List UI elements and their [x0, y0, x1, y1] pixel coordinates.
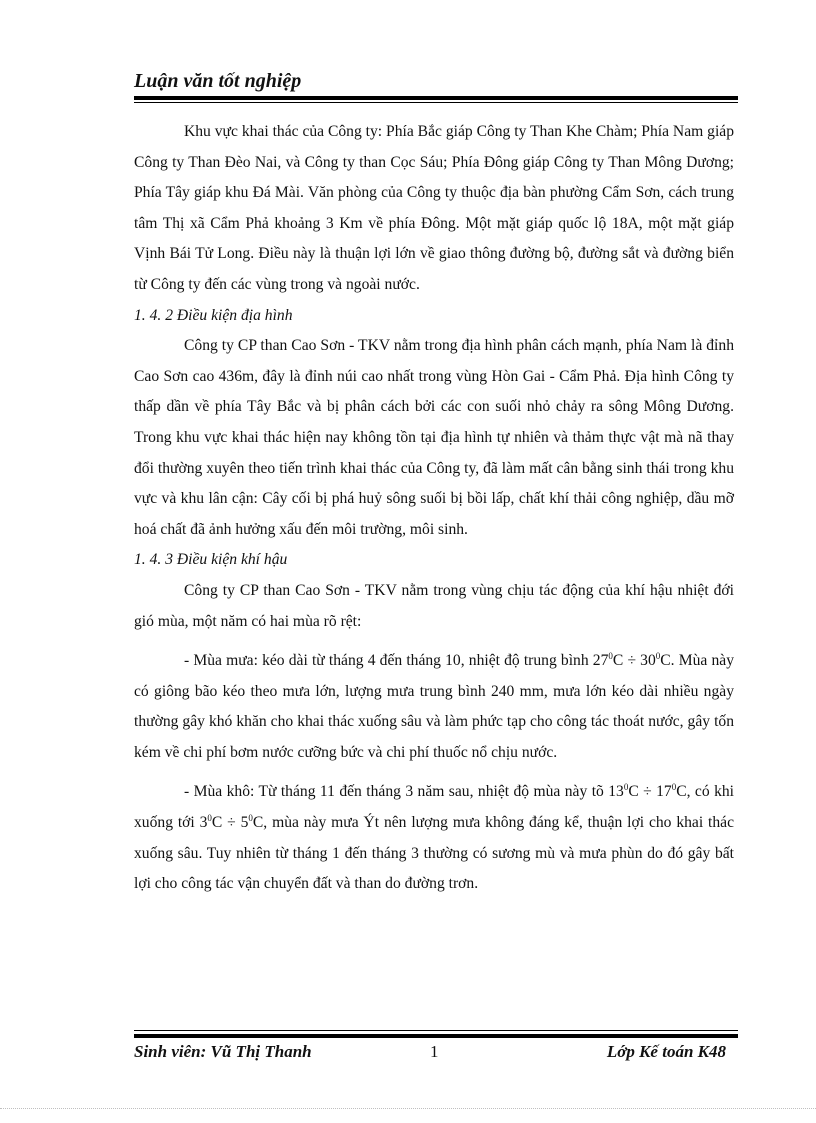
paragraph-terrain: Công ty CP than Cao Sơn - TKV nằm trong địa hình phân cách mạnh, phía Nam là đỉnh Cao Sơn cao 436m, đây là đỉnh núi cao nhất trong vùng Hòn Gai - Cẩm Phả. Địa hình Công ty thấp dần về phía Tây Bắc và bị phân cách bởi các con suối nhỏ chảy ra sông Mông Dương. Trong khu vực khai thác hiện nay không tồn tại địa hình tự nhiên và thảm thực vật mà nã thay đổi thường xuyên theo tiến trình khai thác của Công ty, đã làm mất cân bằng sinh thái trong khu vực và khu lân cận: Cây cối bị phá huỷ sông suối bị bồi lấp, chất khí thải công nghiệp, dầu mỡ hoá chất đã ảnh hưởng xấu đến môi trường, môi sinh. — [134, 337, 734, 538]
dry-text-3: C, có khi xuống tới 3 — [134, 783, 734, 832]
header-rule-thin — [134, 102, 738, 103]
paragraph-dry-season — [134, 777, 734, 899]
dry-text-5: C, mùa này mưa Ýt nên lượng mưa không đáng kể, thuận lợi cho khai thác xuống sâu. Tuy nhiên từ tháng 1 đến tháng 3 thường có sương mù và mưa phùn do đó gây bất lợi cho công tác vận chuyển đất và than do đường trơn. — [134, 814, 734, 893]
section-heading-terrain: 1. 4. 2 Điều kiện địa hình — [134, 306, 293, 324]
degree-mark: 0 — [671, 782, 677, 793]
header-rule-thick — [134, 96, 738, 100]
section-heading-climate: 1. 4. 3 Điều kiện khí hậu — [134, 551, 288, 569]
dry-text-4: C ÷ 5 — [211, 814, 249, 832]
page-edge-divider — [0, 1108, 816, 1109]
rainy-text-3: C. Mùa này có giông bão kéo theo mưa lớn, lượng mưa trung bình 240 mm, mưa lớn kéo dài nhiều ngày thường gây khó khăn cho khai thác xuống sâu và làm phức tạp cho công tác thoát nước, gây tốn kém về chi phí bơm nước cưỡng bức và chi phí thuốc nổ chịu nước. — [134, 652, 734, 761]
degree-mark: 0 — [608, 651, 613, 662]
degree-mark: 0 — [248, 813, 253, 824]
footer-student-name: Sinh viên: Vũ Thị Thanh — [134, 1042, 312, 1061]
paragraph-location: Khu vực khai thác của Công ty: Phía Bắc giáp Công ty Than Khe Chàm; Phía Nam giáp Công ty Than Đèo Nai, và Công ty than Cọc Sáu; Phía Đông giáp Công ty Than Mông Dương; Phía Tây giáp khu Đá Mài. Văn phòng của Công ty thuộc địa bàn phường Cẩm Sơn, cách trung tâm Thị xã Cẩm Phả khoảng 3 Km về phía Đông. Một mặt giáp quốc lộ 18A, một mặt giáp Vịnh Bái Tử Long. Điều này là thuận lợi lớn về giao thông đường bộ, đường sắt và đường biển từ Công ty đến các vùng trong và ngoài nước. — [134, 123, 734, 293]
page-number: 1 — [430, 1042, 439, 1061]
paragraph-rainy-season — [134, 646, 734, 768]
footer-rule-thick — [134, 1034, 738, 1038]
footer-class-name: Lớp Kế toán K48 — [606, 1042, 726, 1061]
footer — [134, 1042, 738, 1068]
degree-mark: 0 — [207, 813, 212, 824]
rainy-text-2: C ÷ 30 — [612, 652, 656, 670]
dry-text-2: C ÷ 17 — [628, 783, 672, 801]
footer-rule-thin — [134, 1030, 738, 1031]
dry-text-1: - Mùa khô: Từ tháng 11 đến tháng 3 năm sau, nhiệt độ mùa này tõ 13 — [184, 783, 624, 801]
degree-mark: 0 — [655, 651, 661, 662]
rainy-text-1: - Mùa mưa: kéo dài từ tháng 4 đến tháng 10, nhiệt độ trung bình 27 — [184, 652, 609, 670]
degree-mark: 0 — [623, 782, 629, 793]
document-body — [134, 117, 734, 900]
paragraph-climate-intro: Công ty CP than Cao Sơn - TKV nằm trong vùng chịu tác động của khí hậu nhiệt đới gió mùa, một năm có hai mùa rõ rệt: — [134, 581, 734, 630]
header-title: Luận văn tốt nghiệp — [134, 70, 302, 92]
